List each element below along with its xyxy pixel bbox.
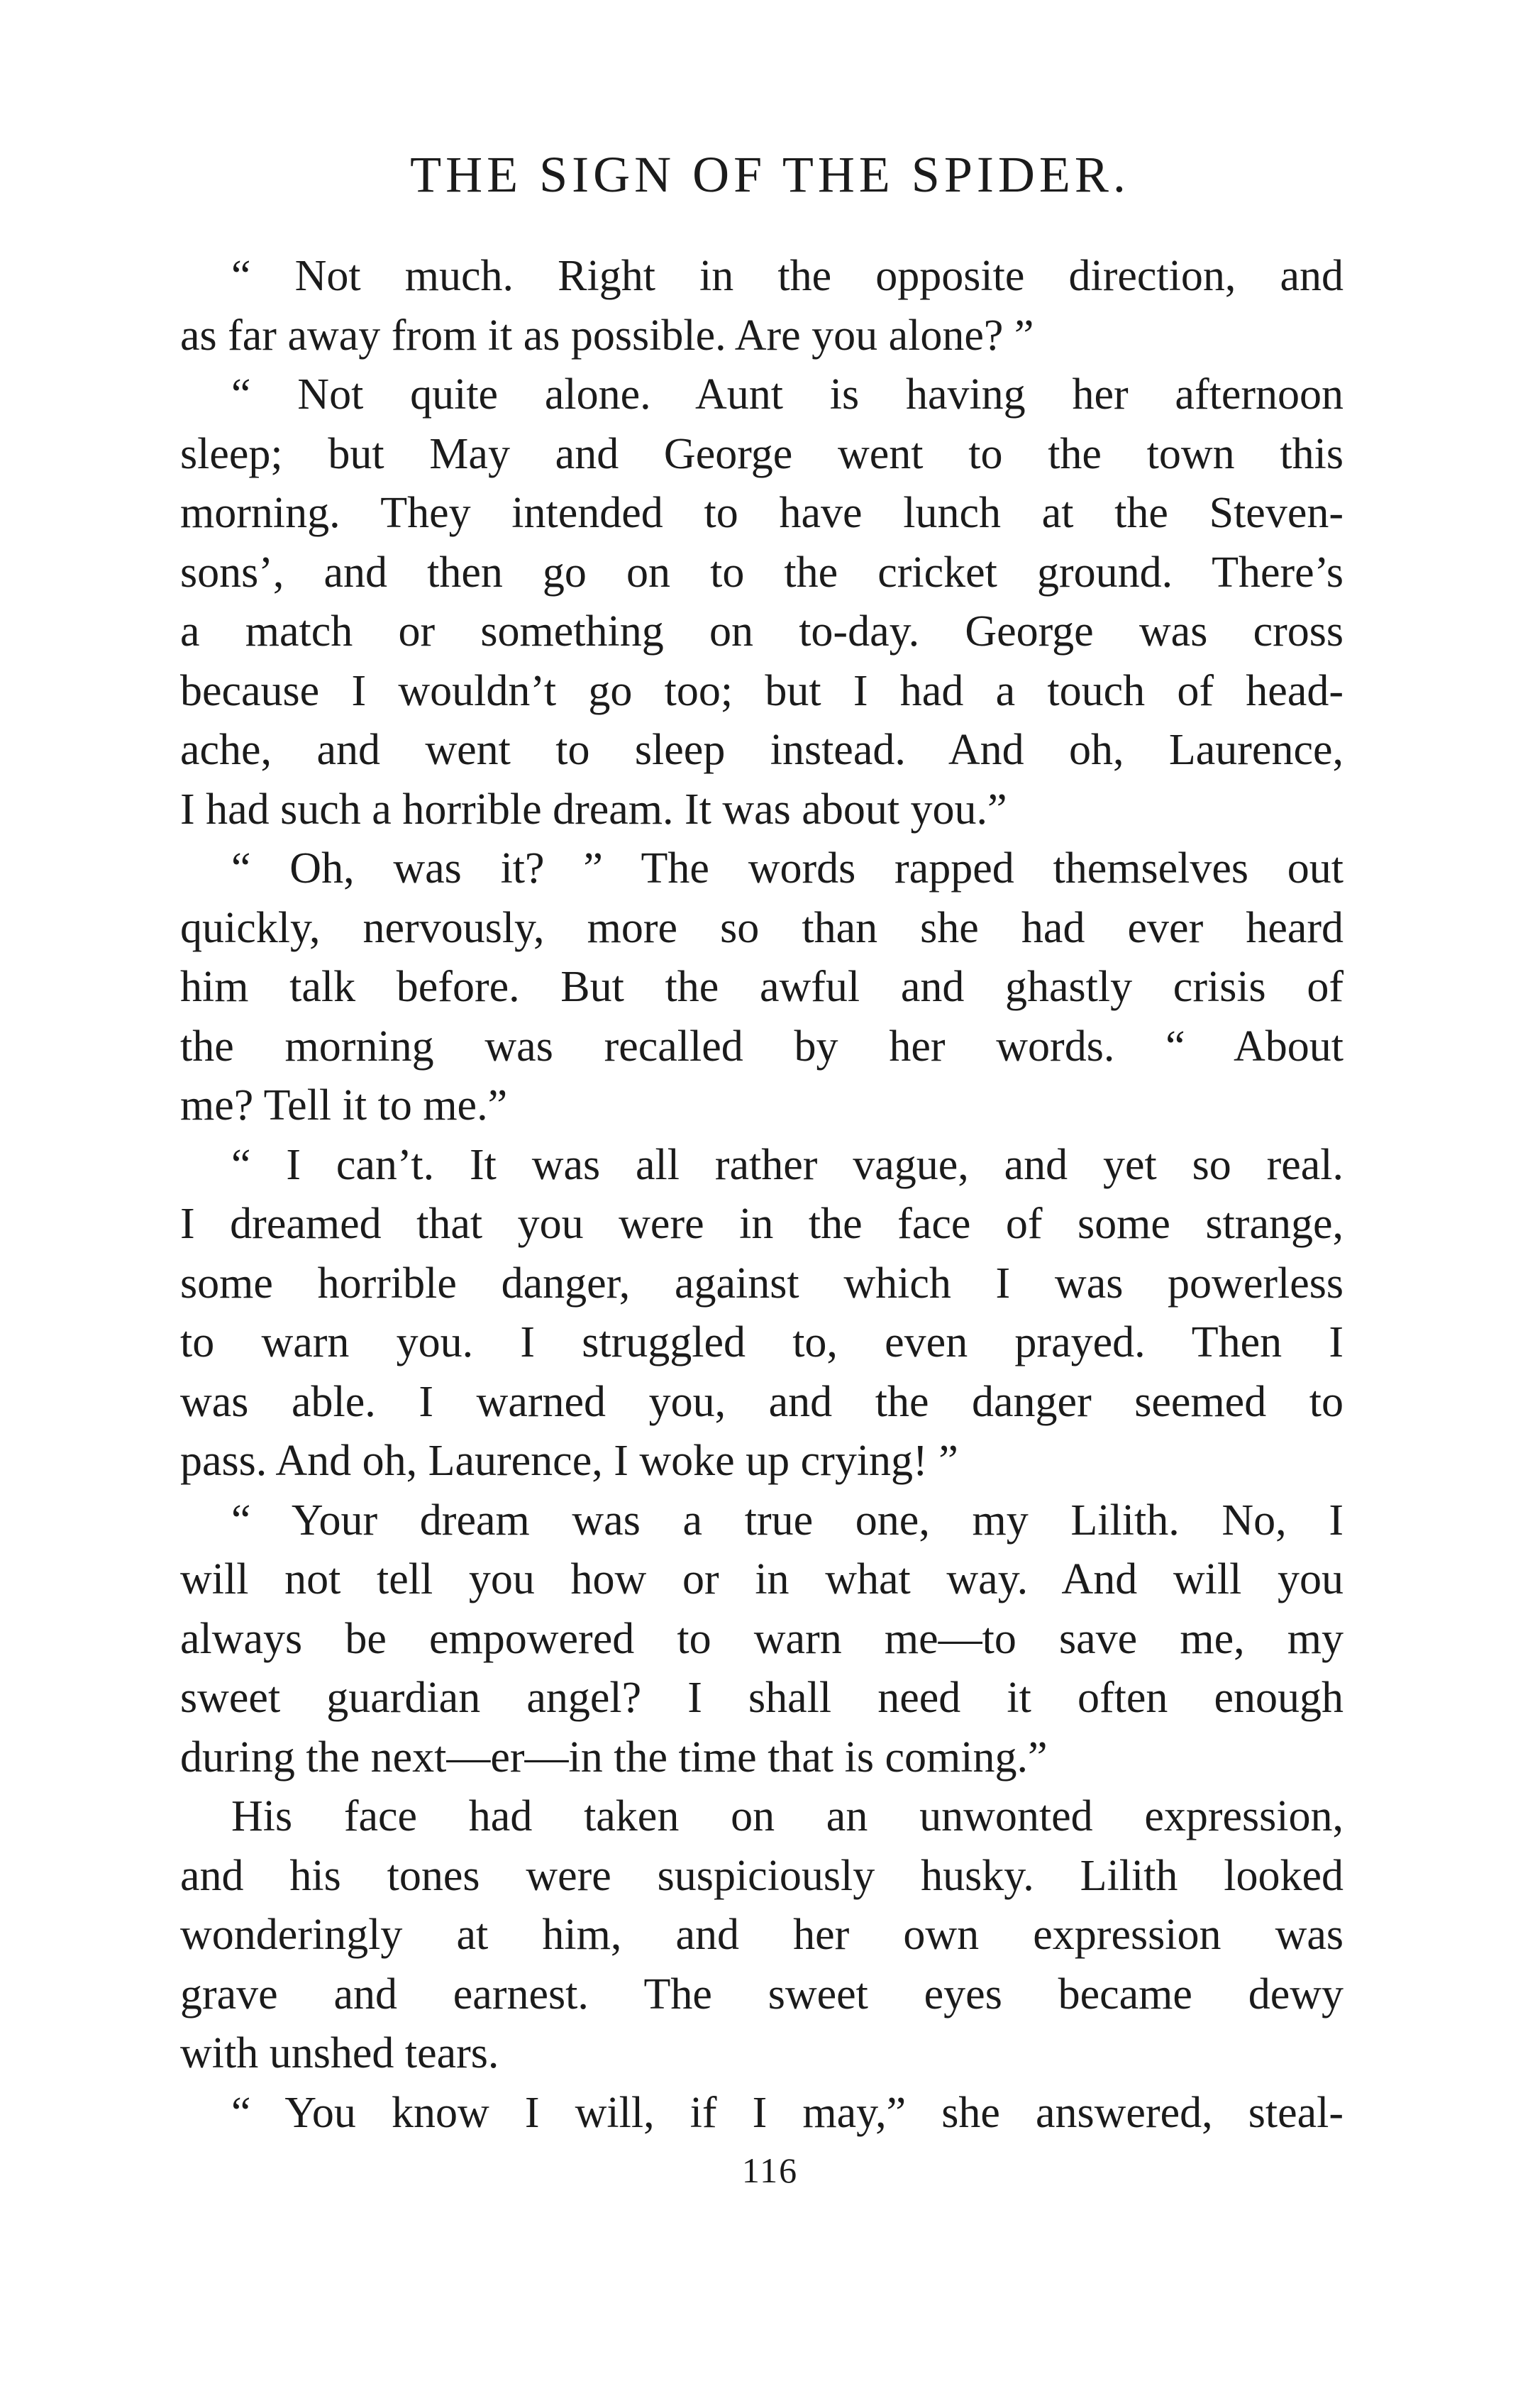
text-line: “ Not quite alone. Aunt is having her afternoon: [231, 370, 1344, 419]
text-line: “ Your dream was a true one, my Lilith. No, I: [231, 1496, 1344, 1545]
text-line: ache, and went to sleep instead. And oh, Laurence,: [180, 726, 1344, 774]
text-line: sweet guardian angel? I shall need it often enough: [180, 1674, 1344, 1722]
text-line: I dreamed that you were in the face of some strange,: [180, 1200, 1344, 1248]
text-line: was able. I warned you, and the danger seemed to: [180, 1377, 1344, 1426]
text-line: wonderingly at him, and her own expression was: [180, 1911, 1344, 1959]
text-line: during the next—er—in the time that is coming.”: [180, 1733, 1048, 1782]
text-line: His face had taken on an unwonted expression,: [231, 1792, 1344, 1840]
text-line: sleep; but May and George went to the town this: [180, 429, 1344, 478]
text-line: the morning was recalled by her words. “ About: [180, 1022, 1344, 1071]
text-line: quickly, nervously, more so than she had ever heard: [180, 903, 1344, 952]
text-line: grave and earnest. The sweet eyes became dewy: [180, 1970, 1344, 2018]
text-line: “ Not much. Right in the opposite direction, and: [231, 252, 1344, 300]
text-line: and his tones were suspiciously husky. Lilith looked: [180, 1851, 1344, 1900]
text-line: to warn you. I struggled to, even prayed. Then I: [180, 1318, 1344, 1366]
text-line: will not tell you how or in what way. And will you: [180, 1555, 1344, 1603]
text-line: always be empowered to warn me—to save me, my: [180, 1614, 1344, 1663]
text-line: as far away from it as possible. Are you alone? ”: [180, 311, 1034, 360]
text-line: because I wouldn’t go too; but I had a touch of head-: [180, 666, 1344, 715]
text-line: “ I can’t. It was all rather vague, and yet so real.: [231, 1140, 1344, 1189]
running-title: THE SIGN OF THE SPIDER.: [410, 146, 1130, 203]
text-line: “ You know I will, if I may,” she answered, steal-: [231, 2088, 1344, 2137]
text-line: him talk before. But the awful and ghastly crisis of: [180, 963, 1344, 1011]
text-line: a match or something on to-day. George was cross: [180, 607, 1344, 656]
page-number: 116: [741, 2150, 799, 2190]
text-line: some horrible danger, against which I was powerless: [180, 1259, 1344, 1308]
text-line: pass. And oh, Laurence, I woke up crying! ”: [180, 1437, 958, 1485]
text-line: “ Oh, was it? ” The words rapped themselves out: [231, 844, 1344, 893]
text-line: me? Tell it to me.”: [180, 1081, 508, 1130]
text-line: with unshed tears.: [180, 2029, 499, 2077]
text-line: I had such a horrible dream. It was about you.”: [180, 785, 1007, 834]
page-body: [180, 247, 1344, 2143]
text-line: sons’, and then go on to the cricket ground. There’s: [180, 548, 1344, 597]
text-line: morning. They intended to have lunch at the Steven-: [180, 489, 1344, 537]
